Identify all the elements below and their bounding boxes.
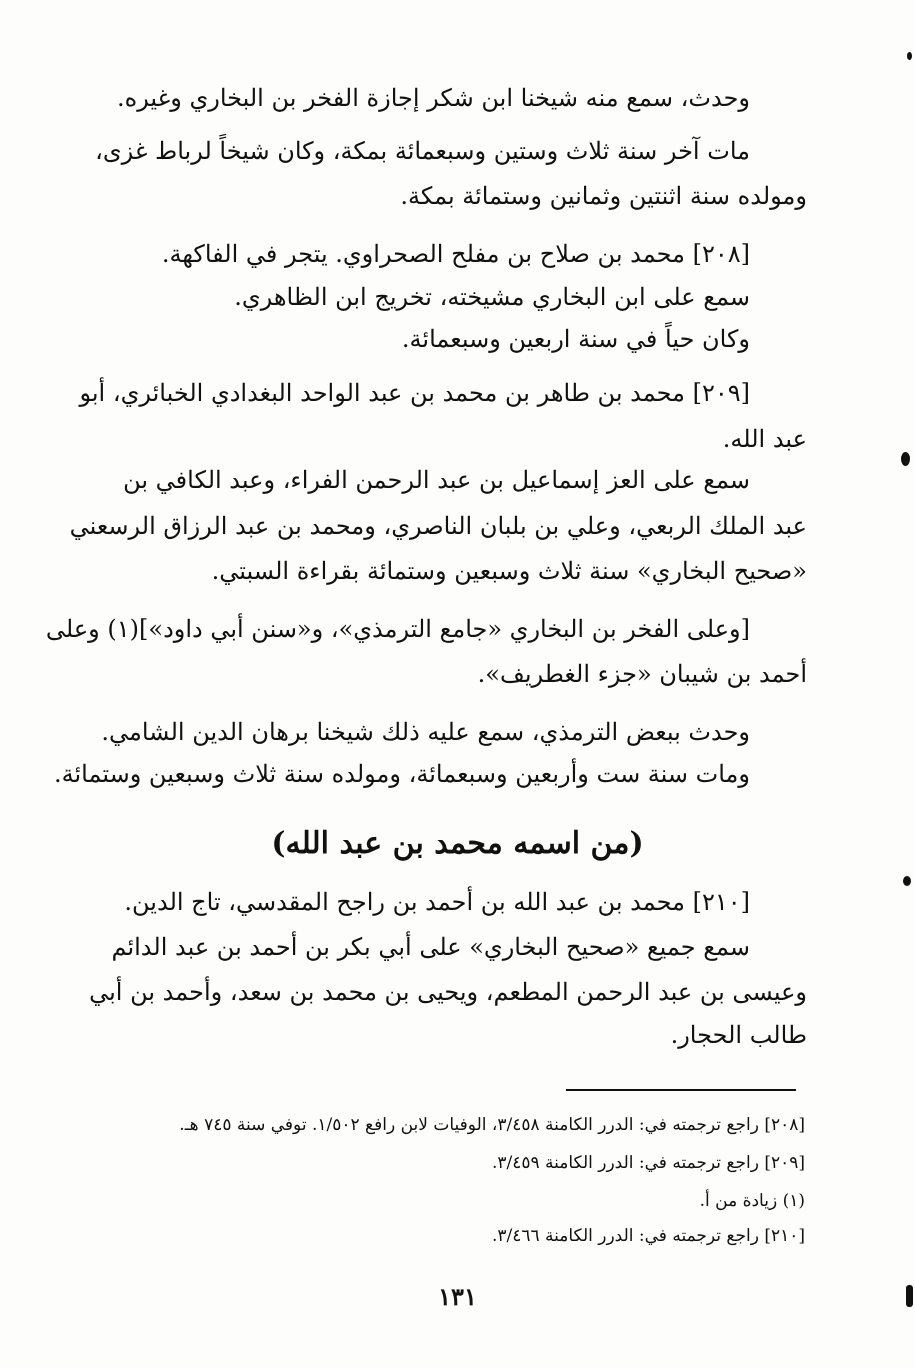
body-line: ومولده سنة اثنتين وثمانين وستمائة بمكة. — [400, 182, 807, 210]
footnote-208: [٢٠٨] راجع ترجمته في: الدرر الكامنة ٣/٤٥٨، الوفيات لابن رافع ١/٥٠٢. توفي سنة ٧٤٥ هـ. — [179, 1115, 805, 1135]
body-line: عبد الله. — [722, 425, 807, 453]
body-line: سمع جميع «صحيح البخاري» على أبي بكر بن أحمد بن عبد الدائم — [111, 933, 750, 961]
body-line: أحمد بن شيبان «جزء الغطريف». — [477, 660, 807, 688]
body-line: عبد الملك الربعي، وعلي بن بلبان الناصري، ومحمد بن عبد الرزاق الرسعني — [69, 512, 807, 540]
footnote-209: [٢٠٩] راجع ترجمته في: الدرر الكامنة ٣/٤٥٩. — [491, 1153, 805, 1173]
body-line: سمع على العز إسماعيل بن عبد الرحمن الفراء، وعبد الكافي بن — [123, 466, 750, 494]
entry-208-line: [٢٠٨] محمد بن صلاح بن مفلح الصحراوي. يتجر في الفاكهة. — [161, 240, 750, 268]
section-heading: (من اسمه محمد بن عبد الله) — [271, 826, 644, 861]
page-number: ١٣١ — [438, 1282, 477, 1311]
body-line: مات آخر سنة ثلاث وستين وسبعمائة بمكة، وكان شيخاً لرباط غزى، — [95, 137, 750, 165]
body-line: وحدث ببعض الترمذي، سمع عليه ذلك شيخنا برهان الدين الشامي. — [101, 718, 750, 746]
scan-mark — [901, 452, 910, 466]
body-line: ومات سنة ست وأربعين وسبعمائة، ومولده سنة ثلاث وسبعين وستمائة. — [54, 760, 750, 788]
scan-mark — [907, 52, 912, 60]
body-line: وحدث، سمع منه شيخنا ابن شكر إجازة الفخر بن البخاري وغيره. — [116, 84, 750, 112]
entry-209-line: [٢٠٩] محمد بن طاهر بن محمد بن عبد الواحد البغدادي الخبائري، أبو — [79, 379, 750, 407]
footnote-1: (١) زيادة من أ. — [699, 1191, 805, 1211]
body-line: «صحيح البخاري» سنة ثلاث وسبعين وستمائة بقراءة السبتي. — [211, 557, 807, 585]
body-line: وكان حياً في سنة اربعين وسبعمائة. — [401, 325, 750, 353]
scan-mark — [906, 1285, 913, 1307]
entry-210-line: [٢١٠] محمد بن عبد الله بن أحمد بن راجح المقدسي، تاج الدين. — [124, 888, 750, 916]
scan-mark — [903, 876, 911, 886]
body-line: وعيسى بن عبد الرحمن المطعم، ويحيى بن محمد بن سعد، وأحمد بن أبي — [89, 978, 807, 1006]
body-line: سمع على ابن البخاري مشيخته، تخريج ابن الظاهري. — [234, 283, 750, 311]
body-line: طالب الحجار. — [670, 1021, 807, 1049]
body-line: [وعلى الفخر بن البخاري «جامع الترمذي»، و«سنن أبي داود»](١) وعلى — [45, 615, 750, 643]
footnote-210: [٢١٠] راجع ترجمته في: الدرر الكامنة ٣/٤٦٦. — [491, 1226, 805, 1246]
footnote-separator — [566, 1089, 796, 1091]
